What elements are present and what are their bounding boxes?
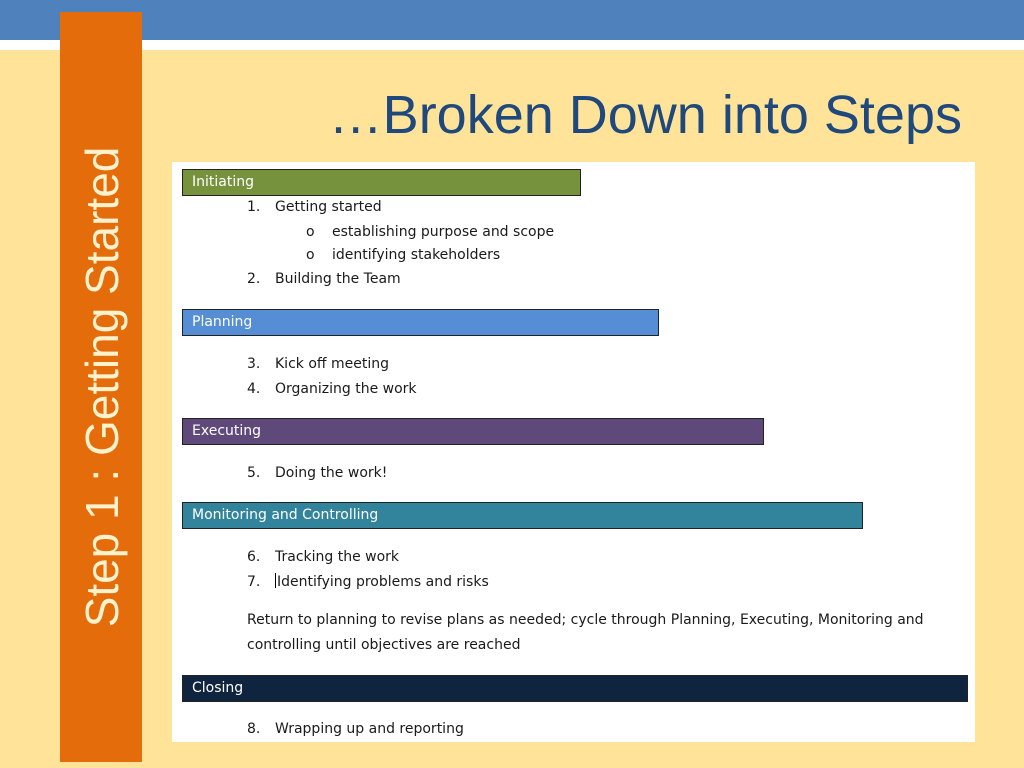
item-number: 2. [247, 271, 261, 287]
top-accent-bar [0, 0, 1024, 40]
item-text: Tracking the work [275, 549, 400, 565]
sub-list-item [306, 224, 554, 240]
list-item [247, 356, 389, 372]
item-text: Doing the work! [275, 465, 388, 481]
item-number: 7. [247, 574, 261, 590]
slide-title: …Broken Down into Steps [328, 85, 962, 145]
list-item [247, 721, 464, 737]
item-number: 1. [247, 199, 261, 215]
item-text: Identifying problems and risks [277, 574, 489, 590]
sub-item-text: identifying stakeholders [332, 247, 501, 263]
item-text: Wrapping up and reporting [275, 721, 464, 737]
item-text: Organizing the work [275, 381, 417, 397]
embedded-document [172, 162, 975, 742]
list-item [247, 465, 387, 481]
list-item [247, 271, 401, 287]
side-title: Step 1 : Getting Started [76, 146, 128, 628]
text-cursor [275, 573, 276, 588]
bullet-mark: o [306, 247, 315, 263]
cycle-note: Return to planning to revise plans as needed; cycle through Planning, Executing, Monitoring and controlling until objectives are reached [247, 612, 924, 653]
item-text: Kick off meeting [275, 356, 389, 372]
list-item [247, 549, 399, 565]
item-number: 8. [247, 721, 261, 737]
phase-bar-planning: Planning [182, 309, 659, 336]
item-number: 4. [247, 381, 261, 397]
item-text: Getting started [275, 199, 382, 215]
item-number: 6. [247, 549, 261, 565]
list-item [247, 573, 489, 590]
item-number: 3. [247, 356, 261, 372]
bullet-mark: o [306, 224, 315, 240]
top-accent-line [0, 40, 1024, 50]
list-item [247, 199, 382, 215]
sub-item-text: establishing purpose and scope [332, 224, 555, 240]
phase-bar-monitoring: Monitoring and Controlling [182, 502, 863, 529]
phase-bar-initiating: Initiating [182, 169, 581, 196]
phase-bar-closing: Closing [182, 675, 968, 702]
item-number: 5. [247, 465, 261, 481]
item-text: Building the Team [275, 271, 401, 287]
sub-list-item [306, 247, 500, 263]
phase-bar-executing: Executing [182, 418, 764, 445]
list-item [247, 381, 417, 397]
